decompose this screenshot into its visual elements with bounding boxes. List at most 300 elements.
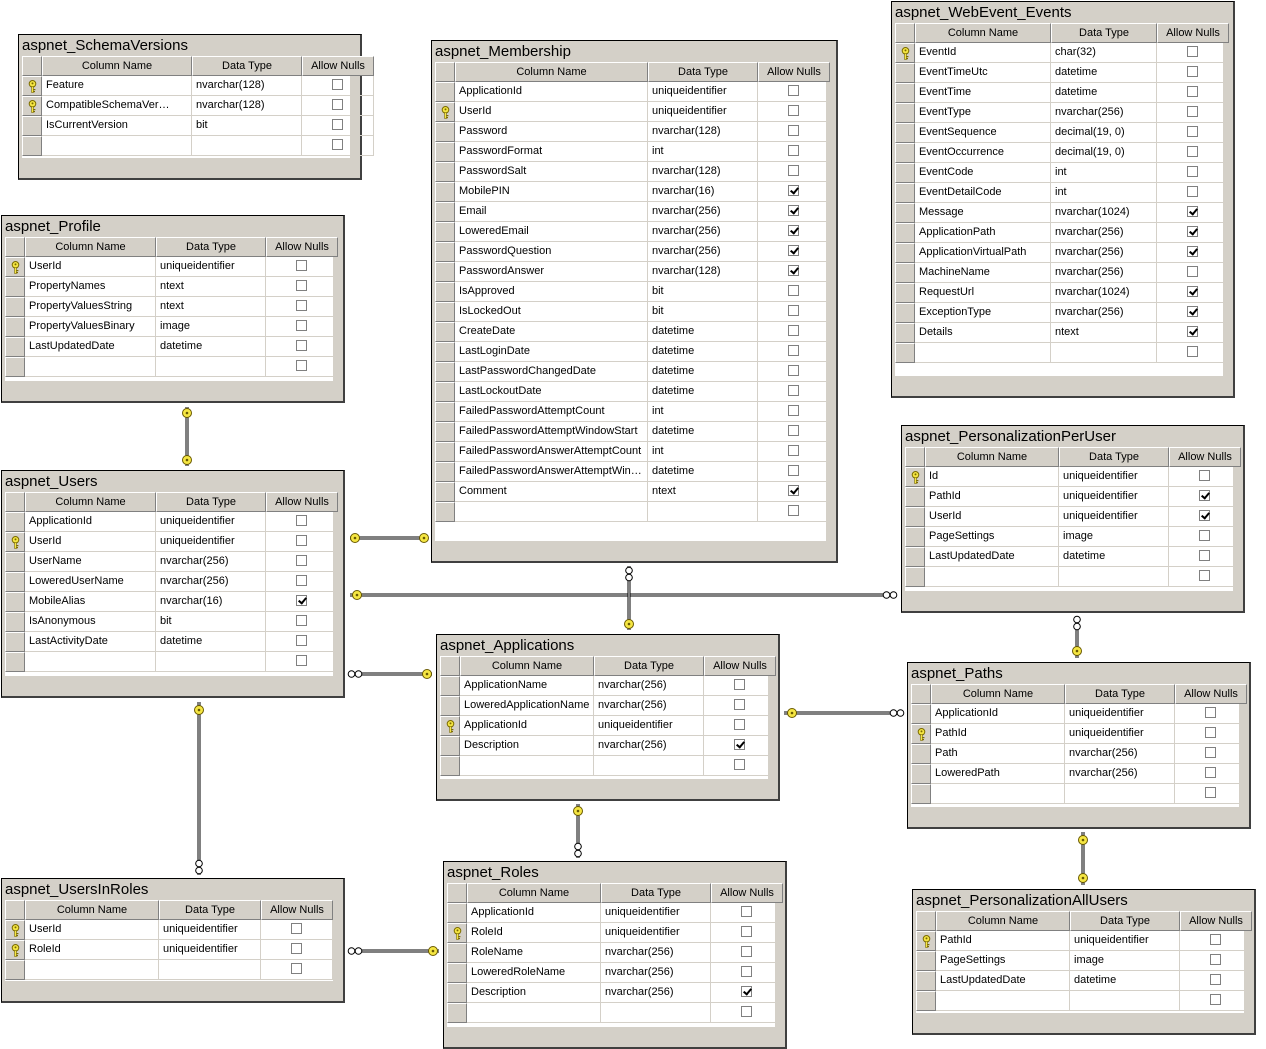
column-row[interactable]: [440, 696, 768, 716]
column-name-cell[interactable]: UserId: [25, 257, 156, 277]
column-name-cell[interactable]: [25, 357, 156, 377]
table-title[interactable]: aspnet_UsersInRoles: [5, 881, 149, 898]
table-aspnet-membership[interactable]: [431, 40, 838, 563]
column-name-header[interactable]: Column Name: [460, 656, 594, 676]
data-type-cell[interactable]: datetime: [648, 422, 758, 442]
allow-nulls-checkbox[interactable]: [788, 505, 799, 516]
table-aspnet-usersinroles[interactable]: [1, 878, 345, 1003]
new-column-row[interactable]: [911, 784, 1239, 804]
data-type-cell[interactable]: nvarchar(256): [594, 676, 704, 696]
column-name-cell[interactable]: Id: [925, 467, 1059, 487]
data-type-cell[interactable]: nvarchar(16): [156, 592, 266, 612]
allow-nulls-checkbox[interactable]: [788, 285, 799, 296]
row-selector[interactable]: [895, 63, 915, 83]
data-type-cell[interactable]: nvarchar(256): [156, 552, 266, 572]
data-type-cell[interactable]: [159, 960, 261, 980]
data-type-cell[interactable]: nvarchar(256): [601, 963, 711, 983]
column-row[interactable]: [5, 337, 333, 357]
allow-nulls-header[interactable]: Allow Nulls: [711, 883, 783, 903]
row-selector[interactable]: [5, 337, 25, 357]
row-selector[interactable]: [5, 572, 25, 592]
data-type-header[interactable]: Data Type: [648, 62, 758, 82]
allow-nulls-checkbox[interactable]: [296, 615, 307, 626]
column-row[interactable]: [895, 123, 1223, 143]
column-name-cell[interactable]: EventTime: [915, 83, 1051, 103]
row-selector[interactable]: [435, 242, 455, 262]
column-name-cell[interactable]: IsAnonymous: [25, 612, 156, 632]
row-selector[interactable]: [5, 940, 25, 960]
allow-nulls-checkbox[interactable]: [788, 385, 799, 396]
data-type-cell[interactable]: [156, 652, 266, 672]
data-type-cell[interactable]: uniqueidentifier: [1059, 507, 1169, 527]
column-name-cell[interactable]: PasswordAnswer: [455, 262, 648, 282]
table-aspnet-roles[interactable]: [443, 861, 787, 1049]
column-name-cell[interactable]: FailedPasswordAttemptWindowStart: [455, 422, 648, 442]
column-row[interactable]: [447, 983, 775, 1003]
allow-nulls-checkbox[interactable]: [296, 320, 307, 331]
new-column-row[interactable]: [440, 756, 768, 776]
row-selector[interactable]: [905, 487, 925, 507]
data-type-cell[interactable]: uniqueidentifier: [1059, 467, 1169, 487]
allow-nulls-checkbox[interactable]: [788, 405, 799, 416]
table-title[interactable]: aspnet_Profile: [5, 218, 101, 235]
column-row[interactable]: [435, 462, 826, 482]
row-selector[interactable]: [905, 547, 925, 567]
column-row[interactable]: [447, 943, 775, 963]
data-type-header[interactable]: Data Type: [1070, 911, 1180, 931]
data-type-cell[interactable]: datetime: [648, 342, 758, 362]
allow-nulls-checkbox[interactable]: [788, 465, 799, 476]
new-column-row[interactable]: [22, 136, 350, 156]
row-selector[interactable]: [5, 317, 25, 337]
allow-nulls-checkbox[interactable]: [788, 365, 799, 376]
data-type-cell[interactable]: uniqueidentifier: [601, 923, 711, 943]
column-row[interactable]: [5, 572, 333, 592]
column-name-cell[interactable]: UserName: [25, 552, 156, 572]
allow-nulls-checkbox[interactable]: [332, 119, 343, 130]
allow-nulls-header[interactable]: Allow Nulls: [704, 656, 776, 676]
new-column-row[interactable]: [447, 1003, 775, 1023]
column-name-cell[interactable]: [467, 1003, 601, 1023]
data-type-cell[interactable]: nvarchar(256): [648, 242, 758, 262]
data-type-cell[interactable]: uniqueidentifier: [594, 716, 704, 736]
allow-nulls-checkbox[interactable]: [788, 345, 799, 356]
column-row[interactable]: [447, 923, 775, 943]
data-type-cell[interactable]: uniqueidentifier: [159, 920, 261, 940]
row-selector[interactable]: [916, 971, 936, 991]
row-selector[interactable]: [905, 507, 925, 527]
column-row[interactable]: [5, 920, 333, 940]
row-selector[interactable]: [5, 512, 25, 532]
row-selector[interactable]: [916, 991, 936, 1011]
column-row[interactable]: [435, 442, 826, 462]
column-row[interactable]: [435, 202, 826, 222]
data-type-cell[interactable]: nvarchar(16): [648, 182, 758, 202]
row-selector[interactable]: [435, 282, 455, 302]
row-selector[interactable]: [5, 592, 25, 612]
row-selector[interactable]: [895, 83, 915, 103]
data-type-header[interactable]: Data Type: [594, 656, 704, 676]
data-type-header[interactable]: Data Type: [156, 492, 266, 512]
allow-nulls-checkbox[interactable]: [1187, 226, 1198, 237]
column-row[interactable]: [895, 103, 1223, 123]
table-aspnet-paths[interactable]: [907, 662, 1251, 829]
column-name-cell[interactable]: Description: [467, 983, 601, 1003]
column-name-cell[interactable]: PropertyValuesString: [25, 297, 156, 317]
data-type-cell[interactable]: ntext: [156, 277, 266, 297]
data-type-cell[interactable]: image: [1059, 527, 1169, 547]
data-type-cell[interactable]: nvarchar(256): [1051, 263, 1157, 283]
allow-nulls-checkbox[interactable]: [788, 225, 799, 236]
data-type-cell[interactable]: int: [648, 402, 758, 422]
column-name-header[interactable]: Column Name: [936, 911, 1070, 931]
column-name-cell[interactable]: Message: [915, 203, 1051, 223]
column-name-cell[interactable]: ExceptionType: [915, 303, 1051, 323]
column-row[interactable]: [911, 744, 1239, 764]
table-title[interactable]: aspnet_Membership: [435, 43, 571, 60]
allow-nulls-checkbox[interactable]: [1210, 934, 1221, 945]
data-type-cell[interactable]: uniqueidentifier: [648, 82, 758, 102]
allow-nulls-checkbox[interactable]: [734, 699, 745, 710]
allow-nulls-checkbox[interactable]: [296, 260, 307, 271]
table-title[interactable]: aspnet_Applications: [440, 637, 575, 654]
data-type-cell[interactable]: [601, 1003, 711, 1023]
column-name-cell[interactable]: LastUpdatedDate: [936, 971, 1070, 991]
row-selector[interactable]: [905, 467, 925, 487]
table-title[interactable]: aspnet_SchemaVersions: [22, 37, 188, 54]
data-type-cell[interactable]: int: [1051, 183, 1157, 203]
column-row[interactable]: [440, 676, 768, 696]
row-selector[interactable]: [895, 243, 915, 263]
column-name-cell[interactable]: EventTimeUtc: [915, 63, 1051, 83]
row-selector[interactable]: [435, 82, 455, 102]
table-aspnet-schemaversions[interactable]: [18, 34, 365, 180]
column-row[interactable]: [895, 323, 1223, 343]
data-type-cell[interactable]: datetime: [648, 322, 758, 342]
data-type-header[interactable]: Data Type: [156, 237, 266, 257]
column-name-cell[interactable]: PasswordQuestion: [455, 242, 648, 262]
row-selector[interactable]: [911, 764, 931, 784]
column-row[interactable]: [5, 532, 333, 552]
data-type-cell[interactable]: nvarchar(256): [1065, 764, 1175, 784]
row-selector[interactable]: [435, 442, 455, 462]
row-selector[interactable]: [5, 532, 25, 552]
row-selector[interactable]: [895, 323, 915, 343]
data-type-cell[interactable]: [648, 502, 758, 522]
row-selector[interactable]: [447, 903, 467, 923]
data-type-cell[interactable]: decimal(19, 0): [1051, 123, 1157, 143]
column-row[interactable]: [895, 83, 1223, 103]
column-row[interactable]: [22, 76, 350, 96]
column-name-cell[interactable]: LastPasswordChangedDate: [455, 362, 648, 382]
allow-nulls-checkbox[interactable]: [788, 265, 799, 276]
column-name-header[interactable]: Column Name: [25, 237, 156, 257]
row-selector[interactable]: [440, 696, 460, 716]
column-row[interactable]: [895, 63, 1223, 83]
data-type-cell[interactable]: nvarchar(256): [594, 736, 704, 756]
data-type-cell[interactable]: datetime: [1059, 547, 1169, 567]
allow-nulls-checkbox[interactable]: [741, 906, 752, 917]
data-type-cell[interactable]: [1051, 343, 1157, 363]
data-type-cell[interactable]: uniqueidentifier: [156, 512, 266, 532]
allow-nulls-checkbox[interactable]: [788, 205, 799, 216]
column-name-cell[interactable]: RequestUrl: [915, 283, 1051, 303]
column-row[interactable]: [916, 951, 1244, 971]
allow-nulls-header[interactable]: Allow Nulls: [1157, 23, 1229, 43]
column-row[interactable]: [435, 402, 826, 422]
column-name-cell[interactable]: Details: [915, 323, 1051, 343]
column-name-cell[interactable]: ApplicationVirtualPath: [915, 243, 1051, 263]
allow-nulls-checkbox[interactable]: [1187, 246, 1198, 257]
allow-nulls-checkbox[interactable]: [788, 85, 799, 96]
column-row[interactable]: [916, 931, 1244, 951]
row-selector[interactable]: [435, 462, 455, 482]
row-selector[interactable]: [5, 920, 25, 940]
column-name-cell[interactable]: LastLockoutDate: [455, 382, 648, 402]
column-name-header[interactable]: Column Name: [915, 23, 1051, 43]
allow-nulls-header[interactable]: Allow Nulls: [1169, 447, 1241, 467]
new-column-row[interactable]: [5, 960, 333, 980]
column-row[interactable]: [895, 243, 1223, 263]
column-name-cell[interactable]: Password: [455, 122, 648, 142]
column-name-cell[interactable]: [925, 567, 1059, 587]
allow-nulls-checkbox[interactable]: [1199, 510, 1210, 521]
new-column-row[interactable]: [5, 652, 333, 672]
allow-nulls-checkbox[interactable]: [291, 943, 302, 954]
column-name-cell[interactable]: CompatibleSchemaVer…: [42, 96, 192, 116]
column-row[interactable]: [905, 487, 1233, 507]
allow-nulls-checkbox[interactable]: [1210, 974, 1221, 985]
column-row[interactable]: [435, 342, 826, 362]
column-row[interactable]: [895, 283, 1223, 303]
column-name-cell[interactable]: UserId: [925, 507, 1059, 527]
allow-nulls-checkbox[interactable]: [741, 986, 752, 997]
allow-nulls-checkbox[interactable]: [1199, 530, 1210, 541]
row-selector[interactable]: [440, 676, 460, 696]
row-selector[interactable]: [440, 736, 460, 756]
column-name-cell[interactable]: EventCode: [915, 163, 1051, 183]
column-name-cell[interactable]: LoweredPath: [931, 764, 1065, 784]
row-selector[interactable]: [435, 202, 455, 222]
allow-nulls-checkbox[interactable]: [1187, 326, 1198, 337]
data-type-cell[interactable]: nvarchar(128): [192, 76, 302, 96]
data-type-cell[interactable]: [192, 136, 302, 156]
row-selector[interactable]: [916, 951, 936, 971]
allow-nulls-checkbox[interactable]: [741, 1006, 752, 1017]
column-name-header[interactable]: Column Name: [25, 900, 159, 920]
row-selector[interactable]: [435, 402, 455, 422]
allow-nulls-checkbox[interactable]: [788, 425, 799, 436]
allow-nulls-checkbox[interactable]: [1187, 46, 1198, 57]
row-selector[interactable]: [5, 552, 25, 572]
column-row[interactable]: [5, 297, 333, 317]
column-name-cell[interactable]: IsCurrentVersion: [42, 116, 192, 136]
allow-nulls-checkbox[interactable]: [296, 595, 307, 606]
allow-nulls-checkbox[interactable]: [1199, 470, 1210, 481]
data-type-cell[interactable]: nvarchar(256): [1051, 223, 1157, 243]
column-name-cell[interactable]: Description: [460, 736, 594, 756]
table-aspnet-applications[interactable]: [436, 634, 780, 801]
data-type-header[interactable]: Data Type: [159, 900, 261, 920]
allow-nulls-checkbox[interactable]: [734, 679, 745, 690]
column-name-cell[interactable]: [42, 136, 192, 156]
column-row[interactable]: [905, 467, 1233, 487]
data-type-cell[interactable]: image: [156, 317, 266, 337]
column-row[interactable]: [435, 162, 826, 182]
data-type-cell[interactable]: bit: [648, 302, 758, 322]
column-row[interactable]: [5, 632, 333, 652]
allow-nulls-checkbox[interactable]: [788, 245, 799, 256]
row-selector[interactable]: [447, 923, 467, 943]
column-row[interactable]: [905, 527, 1233, 547]
row-selector[interactable]: [447, 1003, 467, 1023]
allow-nulls-checkbox[interactable]: [734, 759, 745, 770]
allow-nulls-checkbox[interactable]: [788, 325, 799, 336]
data-type-cell[interactable]: nvarchar(256): [1065, 744, 1175, 764]
column-name-cell[interactable]: [915, 343, 1051, 363]
allow-nulls-header[interactable]: Allow Nulls: [758, 62, 830, 82]
row-selector[interactable]: [911, 704, 931, 724]
row-selector[interactable]: [5, 297, 25, 317]
row-selector[interactable]: [5, 612, 25, 632]
data-type-header[interactable]: Data Type: [1059, 447, 1169, 467]
data-type-cell[interactable]: ntext: [1051, 323, 1157, 343]
row-selector[interactable]: [895, 303, 915, 323]
column-name-cell[interactable]: PasswordSalt: [455, 162, 648, 182]
allow-nulls-checkbox[interactable]: [1199, 550, 1210, 561]
table-title[interactable]: aspnet_Users: [5, 473, 98, 490]
row-selector[interactable]: [5, 960, 25, 980]
column-name-cell[interactable]: EventDetailCode: [915, 183, 1051, 203]
data-type-cell[interactable]: bit: [648, 282, 758, 302]
data-type-cell[interactable]: nvarchar(256): [1051, 103, 1157, 123]
allow-nulls-header[interactable]: Allow Nulls: [266, 237, 338, 257]
allow-nulls-checkbox[interactable]: [788, 485, 799, 496]
column-row[interactable]: [911, 704, 1239, 724]
column-name-cell[interactable]: Comment: [455, 482, 648, 502]
column-name-header[interactable]: Column Name: [925, 447, 1059, 467]
data-type-cell[interactable]: uniqueidentifier: [159, 940, 261, 960]
data-type-cell[interactable]: uniqueidentifier: [1065, 704, 1175, 724]
data-type-cell[interactable]: datetime: [156, 632, 266, 652]
column-row[interactable]: [435, 262, 826, 282]
allow-nulls-checkbox[interactable]: [788, 145, 799, 156]
row-selector[interactable]: [911, 724, 931, 744]
data-type-cell[interactable]: ntext: [648, 482, 758, 502]
allow-nulls-checkbox[interactable]: [1205, 747, 1216, 758]
allow-nulls-checkbox[interactable]: [734, 719, 745, 730]
column-name-header[interactable]: Column Name: [42, 56, 192, 76]
allow-nulls-checkbox[interactable]: [741, 946, 752, 957]
column-row[interactable]: [435, 122, 826, 142]
column-row[interactable]: [5, 592, 333, 612]
column-row[interactable]: [895, 203, 1223, 223]
column-row[interactable]: [905, 547, 1233, 567]
column-row[interactable]: [895, 163, 1223, 183]
data-type-cell[interactable]: nvarchar(1024): [1051, 203, 1157, 223]
data-type-cell[interactable]: nvarchar(256): [648, 222, 758, 242]
table-aspnet-profile[interactable]: [1, 215, 345, 403]
column-name-cell[interactable]: LastUpdatedDate: [25, 337, 156, 357]
allow-nulls-checkbox[interactable]: [296, 300, 307, 311]
row-selector[interactable]: [895, 263, 915, 283]
data-type-cell[interactable]: char(32): [1051, 43, 1157, 63]
row-selector[interactable]: [435, 142, 455, 162]
data-type-cell[interactable]: uniqueidentifier: [1059, 487, 1169, 507]
row-selector[interactable]: [435, 262, 455, 282]
table-aspnet-personalizationperuser[interactable]: [901, 425, 1245, 613]
data-type-cell[interactable]: datetime: [648, 462, 758, 482]
table-title[interactable]: aspnet_PersonalizationAllUsers: [916, 892, 1128, 909]
row-selector[interactable]: [435, 182, 455, 202]
row-selector[interactable]: [435, 382, 455, 402]
row-selector[interactable]: [905, 527, 925, 547]
data-type-header[interactable]: Data Type: [1051, 23, 1157, 43]
column-name-cell[interactable]: FailedPasswordAnswerAttemptWin…: [455, 462, 648, 482]
column-name-cell[interactable]: ApplicationId: [455, 82, 648, 102]
data-type-cell[interactable]: uniqueidentifier: [1065, 724, 1175, 744]
column-name-cell[interactable]: RoleId: [25, 940, 159, 960]
row-selector[interactable]: [447, 943, 467, 963]
column-name-cell[interactable]: Feature: [42, 76, 192, 96]
column-name-cell[interactable]: PathId: [931, 724, 1065, 744]
column-row[interactable]: [447, 903, 775, 923]
allow-nulls-checkbox[interactable]: [1210, 954, 1221, 965]
allow-nulls-checkbox[interactable]: [1187, 166, 1198, 177]
data-type-header[interactable]: Data Type: [601, 883, 711, 903]
allow-nulls-checkbox[interactable]: [296, 555, 307, 566]
allow-nulls-checkbox[interactable]: [296, 635, 307, 646]
row-selector[interactable]: [911, 784, 931, 804]
row-selector[interactable]: [911, 744, 931, 764]
column-name-cell[interactable]: EventType: [915, 103, 1051, 123]
column-row[interactable]: [895, 43, 1223, 63]
data-type-cell[interactable]: nvarchar(128): [648, 122, 758, 142]
new-column-row[interactable]: [916, 991, 1244, 1011]
column-name-cell[interactable]: [25, 960, 159, 980]
data-type-cell[interactable]: uniqueidentifier: [1070, 931, 1180, 951]
column-name-cell[interactable]: [931, 784, 1065, 804]
column-name-header[interactable]: Column Name: [455, 62, 648, 82]
column-name-cell[interactable]: ApplicationId: [467, 903, 601, 923]
data-type-cell[interactable]: nvarchar(256): [594, 696, 704, 716]
column-row[interactable]: [5, 512, 333, 532]
row-selector[interactable]: [440, 716, 460, 736]
column-name-header[interactable]: Column Name: [467, 883, 601, 903]
data-type-cell[interactable]: nvarchar(256): [156, 572, 266, 592]
allow-nulls-checkbox[interactable]: [1187, 86, 1198, 97]
column-name-cell[interactable]: LoweredRoleName: [467, 963, 601, 983]
column-name-cell[interactable]: LastActivityDate: [25, 632, 156, 652]
column-name-cell[interactable]: UserId: [25, 920, 159, 940]
allow-nulls-header[interactable]: Allow Nulls: [302, 56, 374, 76]
row-selector[interactable]: [895, 183, 915, 203]
column-row[interactable]: [435, 222, 826, 242]
column-name-cell[interactable]: PropertyNames: [25, 277, 156, 297]
allow-nulls-checkbox[interactable]: [296, 340, 307, 351]
data-type-cell[interactable]: datetime: [156, 337, 266, 357]
allow-nulls-header[interactable]: Allow Nulls: [1175, 684, 1247, 704]
allow-nulls-checkbox[interactable]: [1205, 767, 1216, 778]
allow-nulls-checkbox[interactable]: [1187, 126, 1198, 137]
column-name-cell[interactable]: ApplicationName: [460, 676, 594, 696]
row-selector[interactable]: [895, 123, 915, 143]
allow-nulls-checkbox[interactable]: [1187, 206, 1198, 217]
allow-nulls-checkbox[interactable]: [1187, 286, 1198, 297]
column-row[interactable]: [5, 552, 333, 572]
column-row[interactable]: [22, 96, 350, 116]
data-type-cell[interactable]: nvarchar(256): [601, 943, 711, 963]
